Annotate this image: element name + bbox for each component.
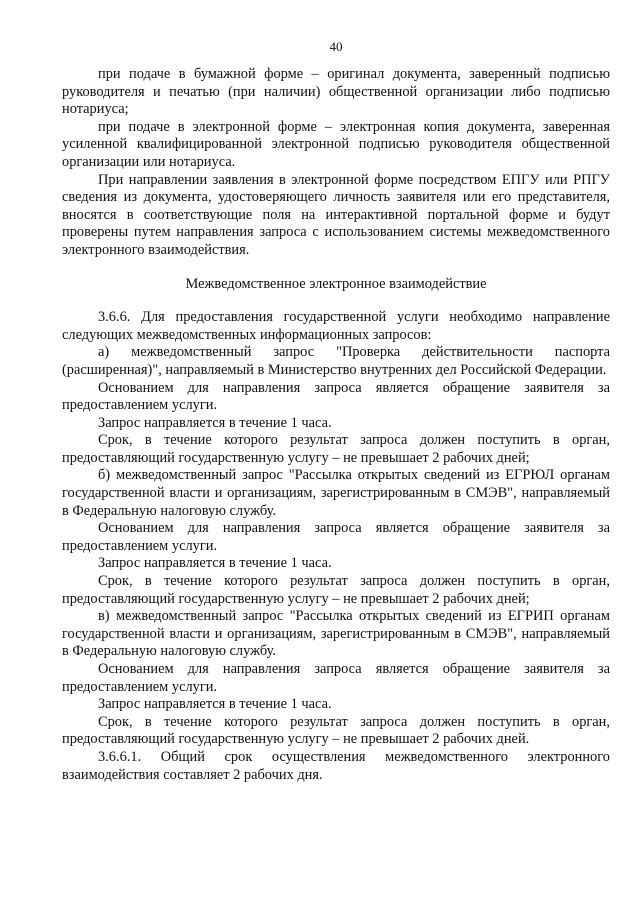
paragraph-basis-c: Основанием для направления запроса является обращение заявителя за предоставлением услуги. [62,661,610,695]
paragraph-send-time-b: Запрос направляется в течение 1 часа. [98,555,332,572]
paragraph-send-time-a: Запрос направляется в течение 1 часа. [98,414,332,431]
section-heading: Межведомственное электронное взаимодействие [185,275,487,292]
paragraph-paper-submission: при подаче в бумажной форме – оригинал документа, заверенный подписью руководителя и печатью (при наличии) общественной организации либо подписью нотариуса; [62,66,610,118]
paragraph-request-a: а) межведомственный запрос "Проверка действительности паспорта (расширенная)", направляемый в Министерство внутренних дел Российской Федерации. [62,344,610,378]
paragraph-epgu-identity-check: При направлении заявления в электронной форме посредством ЕПГУ или РПГУ сведения из документа, удостоверяющего личность заявителя или его представителя, вносятся в соответствующие поля на интерактивной портальной форме и будут проверены путем направления запроса с использованием системы межведомственного электронного взаимодействия. [62,171,610,258]
paragraph-request-c: в) межведомственный запрос "Рассылка открытых сведений из ЕГРИП органам государственной власти и организациям, зарегистрированным в СМЭВ", направляемый в Федеральную налоговую службу. [62,608,610,660]
paragraph-deadline-b: Срок, в течение которого результат запроса должен поступить в орган, предоставляющий государственную услугу – не превышает 2 рабочих дней; [62,573,610,607]
paragraph-request-b: б) межведомственный запрос "Рассылка открытых сведений из ЕГРЮЛ органам государственной власти и организациям, зарегистрированным в СМЭВ", направляемый в Федеральную налоговую службу. [62,467,610,519]
paragraph-deadline-a: Срок, в течение которого результат запроса должен поступить в орган, предоставляющий государственную услугу – не превышает 2 рабочих дней; [62,432,610,466]
paragraph-electronic-submission: при подаче в электронной форме – электронная копия документа, заверенная усиленной квалифицированной электронной подписью руководителя общественной организации или нотариуса. [62,118,610,170]
paragraph-deadline-c: Срок, в течение которого результат запроса должен поступить в орган, предоставляющий государственную услугу – не превышает 2 рабочих дней. [62,713,610,748]
paragraph-basis-b: Основанием для направления запроса является обращение заявителя за предоставлением услуги. [62,520,610,554]
document-body [62,66,610,784]
page-number: 40 [329,39,343,54]
paragraph-3-6-6: 3.6.6. Для предоставления государственной услуги необходимо направление следующих межведомственных информационных запросов: [62,309,610,343]
paragraph-send-time-c: Запрос направляется в течение 1 часа. [98,696,332,713]
paragraph-3-6-6-1: 3.6.6.1. Общий срок осуществления межведомственного электронного взаимодействия составляет 2 рабочих дня. [62,748,610,783]
paragraph-basis-a: Основанием для направления запроса является обращение заявителя за предоставлением услуги. [62,379,610,414]
